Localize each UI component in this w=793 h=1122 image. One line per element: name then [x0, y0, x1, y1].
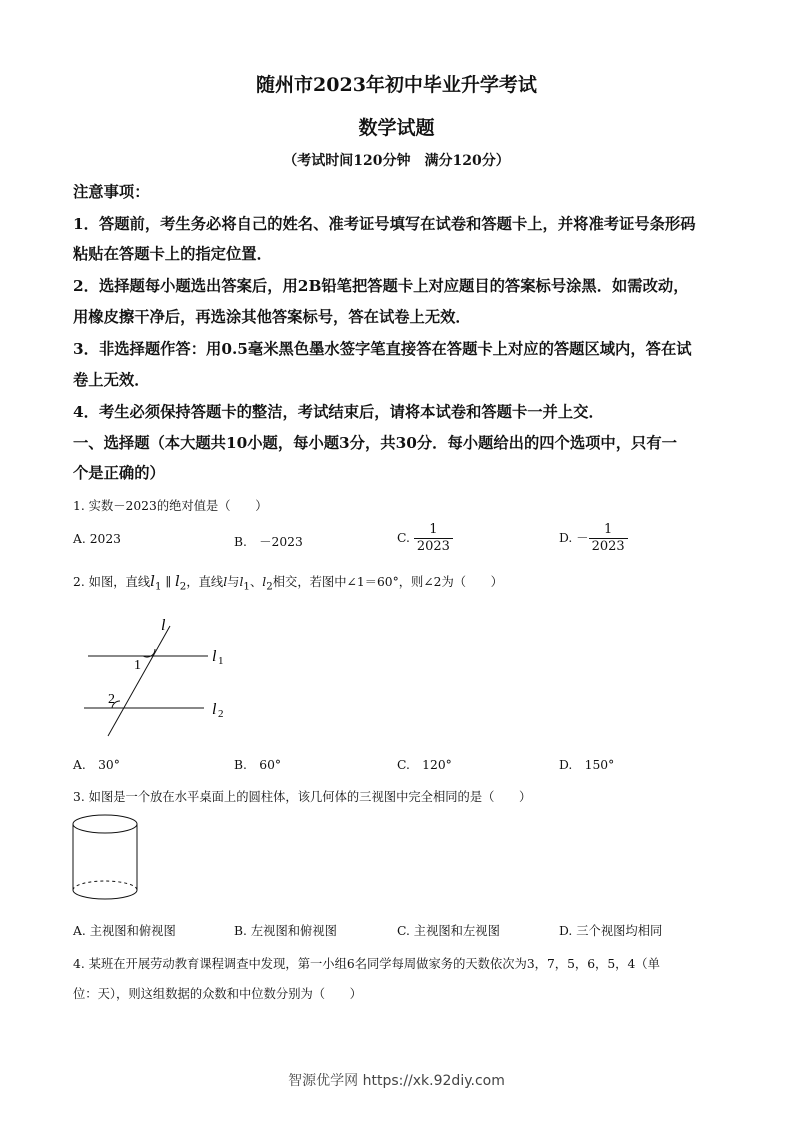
q2-stem: 2. 如图，直线$l_1$ ∥ $l_2$，直线l与$l_1$、$l_2$相交，若图中∠1＝60°，则∠2为（ ） — [73, 572, 503, 593]
notice-line: 1．答题前，考生务必将自己的姓名、准考证号填写在试卷和答题卡上，并将准考证号条形码 — [73, 215, 696, 233]
notice-line: 2．选择题每小题选出答案后，用2B铅笔把答题卡上对应题目的答案标号涂黑．如需改动， — [73, 277, 689, 295]
label-l1-sub: 1 — [218, 655, 224, 667]
q3-cylinder-figure — [68, 812, 144, 906]
notice-line: 3．非选择题作答：用0.5毫米黑色墨水签字笔直接答在答题卡上对应的答题区域内，答在试 — [73, 340, 692, 358]
fraction-denominator: 2023 — [414, 538, 453, 555]
notice-line: 4．考生必须保持答题卡的整洁，考试结束后，请将本试卷和答题卡一并上交． — [73, 403, 604, 421]
q2-figure — [80, 612, 240, 740]
notice-line: 卷上无效． — [73, 371, 150, 389]
exam-title: 随州市2023年初中毕业升学考试 — [256, 74, 537, 96]
fraction-denominator: 2023 — [589, 538, 628, 555]
q3-option-c: C. 主视图和左视图 — [397, 924, 500, 938]
label-angle-2: 2 — [108, 692, 115, 707]
fraction-numerator: 1 — [603, 522, 613, 537]
q1-option-c — [397, 522, 453, 555]
q2-option-d: D. 150° — [559, 758, 615, 772]
q1-option-d-label: D. — [559, 531, 573, 545]
q2-option-a: A. 30° — [73, 758, 120, 772]
label-l: l — [161, 617, 166, 634]
section-heading-cont: 个是正确的） — [73, 464, 165, 482]
q3-option-d: D. 三个视图均相同 — [559, 924, 663, 938]
label-l1: l — [212, 648, 217, 665]
q3-stem: 3. 如图是一个放在水平桌面上的圆柱体，该几何体的三视图中完全相同的是（ ） — [73, 790, 532, 804]
footer-watermark: 智源优学网 https://xk.92diy.com — [288, 1073, 505, 1089]
q4-stem-line-2: 位：天），则这组数据的众数和中位数分别为（ ） — [73, 987, 362, 1001]
notice-line: 用橡皮擦干净后，再选涂其他答案标号，答在试卷上无效． — [73, 308, 471, 326]
cylinder-bottom-back — [73, 881, 137, 890]
cylinder-top — [73, 815, 137, 833]
q1-option-a: A. 2023 — [73, 532, 121, 546]
fraction-numerator: 1 — [429, 522, 438, 537]
cylinder-bottom-front — [73, 890, 137, 899]
q1-option-b: B. －2023 — [234, 535, 303, 549]
notice-line: 粘贴在答题卡上的指定位置． — [73, 245, 272, 263]
exam-info: （考试时间120分钟 满分120分） — [283, 153, 510, 169]
minus-sign: － — [576, 531, 589, 545]
label-l2-sub: 2 — [218, 708, 224, 720]
label-l2: l — [212, 701, 217, 718]
q1-option-d — [559, 522, 628, 555]
q1-option-d-fraction — [589, 522, 628, 555]
q2-option-b: B. 60° — [234, 758, 282, 772]
q1-option-c-label: C. — [397, 531, 410, 545]
q4-stem-line-1: 4. 某班在开展劳动教育课程调查中发现，第一小组6名同学每周做家务的天数依次为3，7，5，6，5，4（单 — [73, 957, 660, 971]
q3-option-b: B. 左视图和俯视图 — [234, 924, 337, 938]
exam-subject: 数学试题 — [358, 117, 435, 139]
label-angle-1: 1 — [134, 658, 141, 673]
section-heading: 一、选择题（本大题共10小题，每小题3分，共30分．每小题给出的四个选项中，只有一 — [73, 434, 677, 452]
q2-option-c: C. 120° — [397, 758, 452, 772]
q3-option-a: A. 主视图和俯视图 — [73, 924, 176, 938]
q1-stem: 1. 实数－2023的绝对值是（ ） — [73, 499, 268, 513]
q1-option-c-fraction — [414, 522, 453, 555]
line-l — [108, 626, 170, 736]
notice-heading: 注意事项： — [73, 183, 150, 201]
